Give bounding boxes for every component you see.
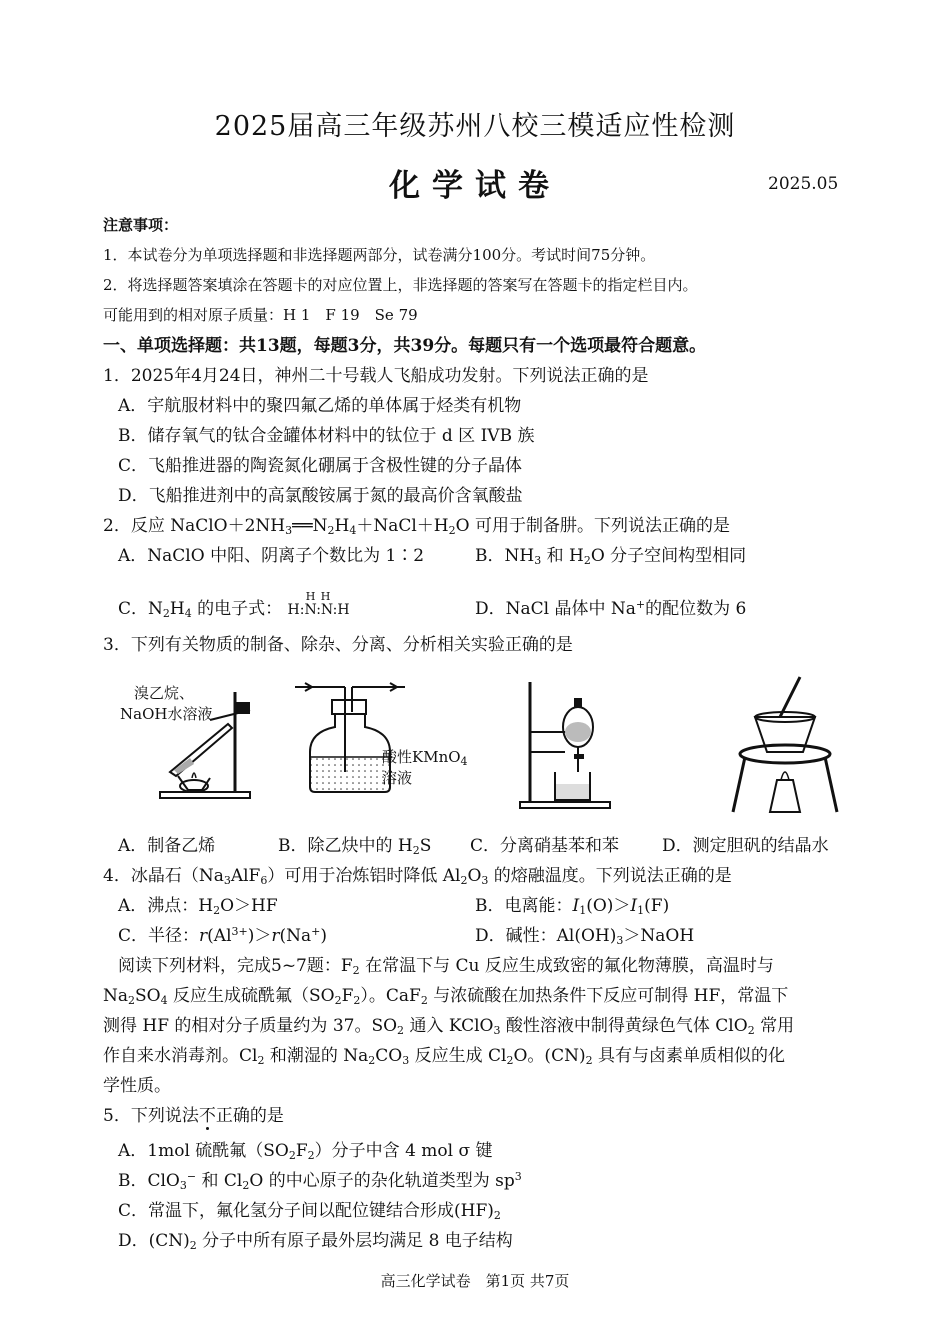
apparatus-c-drawing (510, 672, 630, 822)
apparatus-b-drawing (290, 672, 490, 822)
q4-option-d: D．碱性：$Al(OH)_3>NaOH$ (475, 926, 695, 947)
material-line-2: $Na_2SO_4$ 反应生成硫酰氟$(SO_2F_2)$。CaF$_2$ 与浓硫酸在加热条件下反应可制得 HF，常温下 (103, 986, 789, 1007)
section-heading: 一、单项选择题：共13题，每题3分，共39分。每题只有一个选项最符合题意。 (103, 336, 707, 356)
q5-option-c: C．常温下，氟化氢分子间以配位键结合形成$(HF)_2$ (118, 1201, 501, 1222)
q5-stem: 5．下列说法不正确的是 (103, 1106, 284, 1126)
q1-option-b: B．储存氧气的钛合金罐体材料中的钛位于 d 区 IVB 族 (118, 426, 535, 446)
q2-option-a: A．NaClO 中阳、阴离子个数比为 1∶2 (118, 546, 425, 566)
q2-option-d: D．NaCl 晶体中 Na+的配位数为 6 (475, 598, 747, 619)
electron-formula-top-h: H H (305, 590, 332, 603)
q3-option-b: B．除乙炔中的 $H_2S$ (278, 836, 432, 857)
notice-item-1: 1．本试卷分为单项选择题和非选择题两部分，试卷满分100分。考试时间75分钟。 (103, 246, 656, 264)
apparatus-d-drawing (725, 672, 850, 822)
q1-stem: 1．2025年4月24日，神州二十号载人飞船成功发射。下列说法正确的是 (103, 366, 649, 386)
q4-option-c: C．半径：$r(Al^{3+})>r(Na^+)$ (118, 925, 328, 946)
apparatus-c (510, 672, 630, 822)
apparatus-b-label-1: 酸性KMnO$_4$ (382, 748, 468, 768)
apparatus-a (110, 672, 280, 822)
apparatus-a-drawing (110, 672, 280, 822)
material-line-5: 学性质。 (103, 1076, 171, 1096)
q1-option-d: D．飞船推进剂中的高氯酸铵属于氮的最高价含氧酸盐 (118, 486, 523, 506)
apparatus-b-label-2: 溶液 (382, 769, 413, 787)
q2-option-c: C．$N_2H_4$ 的电子式： H H H:N:N:H (118, 598, 350, 621)
q2-option-b: B．$NH_3$ 和 $H_2O$ 分子空间构型相同 (475, 546, 747, 567)
material-line-1: 阅读下列材料，完成5~7题：$F_2$ 在常温下与 Cu 反应生成致密的氟化物薄膜，高温时与 (118, 956, 774, 977)
apparatus-a-label-1: 溴乙烷、 (134, 684, 195, 702)
q5-option-d: D．$(CN)_2$ 分子中所有原子最外层均满足 8 电子结构 (118, 1231, 513, 1252)
emphasis-mark: 不 (198, 1106, 216, 1126)
atomic-masses: 可能用到的相对原子质量：H 1 F 19 Se 79 (103, 306, 418, 324)
q3-stem: 3．下列有关物质的制备、除杂、分离、分析相关实验正确的是 (103, 635, 573, 655)
q1-option-c: C．飞船推进器的陶瓷氮化硼属于含极性键的分子晶体 (118, 456, 523, 476)
q3-option-a: A．制备乙烯 (118, 836, 216, 856)
page-footer: 高三化学试卷 第1页 共7页 (380, 1272, 570, 1290)
apparatus-b (290, 672, 490, 822)
subject-title: 化学试卷 (389, 168, 561, 204)
apparatus-a-label-2: NaOH水溶液 (120, 705, 213, 723)
apparatus-d (725, 672, 850, 822)
q2-stem: 2．反应 $NaClO+2NH_3══N_2H_4+NaCl+H_2O$ 可用于制备肼。下列说法正确的是 (103, 516, 730, 537)
q3-option-d: D．测定胆矾的结晶水 (662, 836, 829, 856)
q5-option-b: B．ClO$_3$− 和 $Cl_2O$ 的中心原子的杂化轨道类型为 $sp^3$ (118, 1170, 522, 1192)
q4-stem: 4．冰晶石$(Na_3AlF_6)$可用于冶炼铝时降低 $Al_2O_3$ 的熔融温度。下列说法正确的是 (103, 866, 732, 887)
material-line-3: 测得 HF 的相对分子质量约为 37。$SO_2$ 通入 KClO$_3$ 酸性溶液中制得黄绿色气体 ClO$_2$ 常用 (103, 1016, 795, 1037)
q3-option-c: C．分离硝基苯和苯 (470, 836, 620, 856)
exam-date: 2025.05 (768, 174, 839, 194)
q4-option-b: B．电离能：$I_1(O)>I_1(F)$ (475, 896, 670, 917)
apparatus-figures (110, 672, 850, 822)
notice-heading: 注意事项： (103, 216, 179, 234)
q1-option-a: A．宇航服材料中的聚四氟乙烯的单体属于烃类有机物 (118, 396, 522, 416)
q4-option-a: A．沸点：$H_2O>HF$ (118, 896, 278, 917)
material-line-4: 作自来水消毒剂。$Cl_2$ 和潮湿的 $Na_2CO_3$ 反应生成 $Cl_2O$。$(CN)_2$ 具有与卤素单质相似的化 (103, 1046, 785, 1067)
q5-option-a: A．1mol 硫酰氟$(SO_2F_2)$分子中含 4 mol σ 键 (118, 1141, 493, 1162)
notice-item-2: 2．将选择题答案填涂在答题卡的对应位置上，非选择题的答案写在答题卡的指定栏目内。 (103, 276, 698, 294)
exam-title: 2025届高三年级苏州八校三模适应性检测 (214, 111, 736, 142)
electron-formula: H H H:N:N:H (288, 599, 350, 621)
